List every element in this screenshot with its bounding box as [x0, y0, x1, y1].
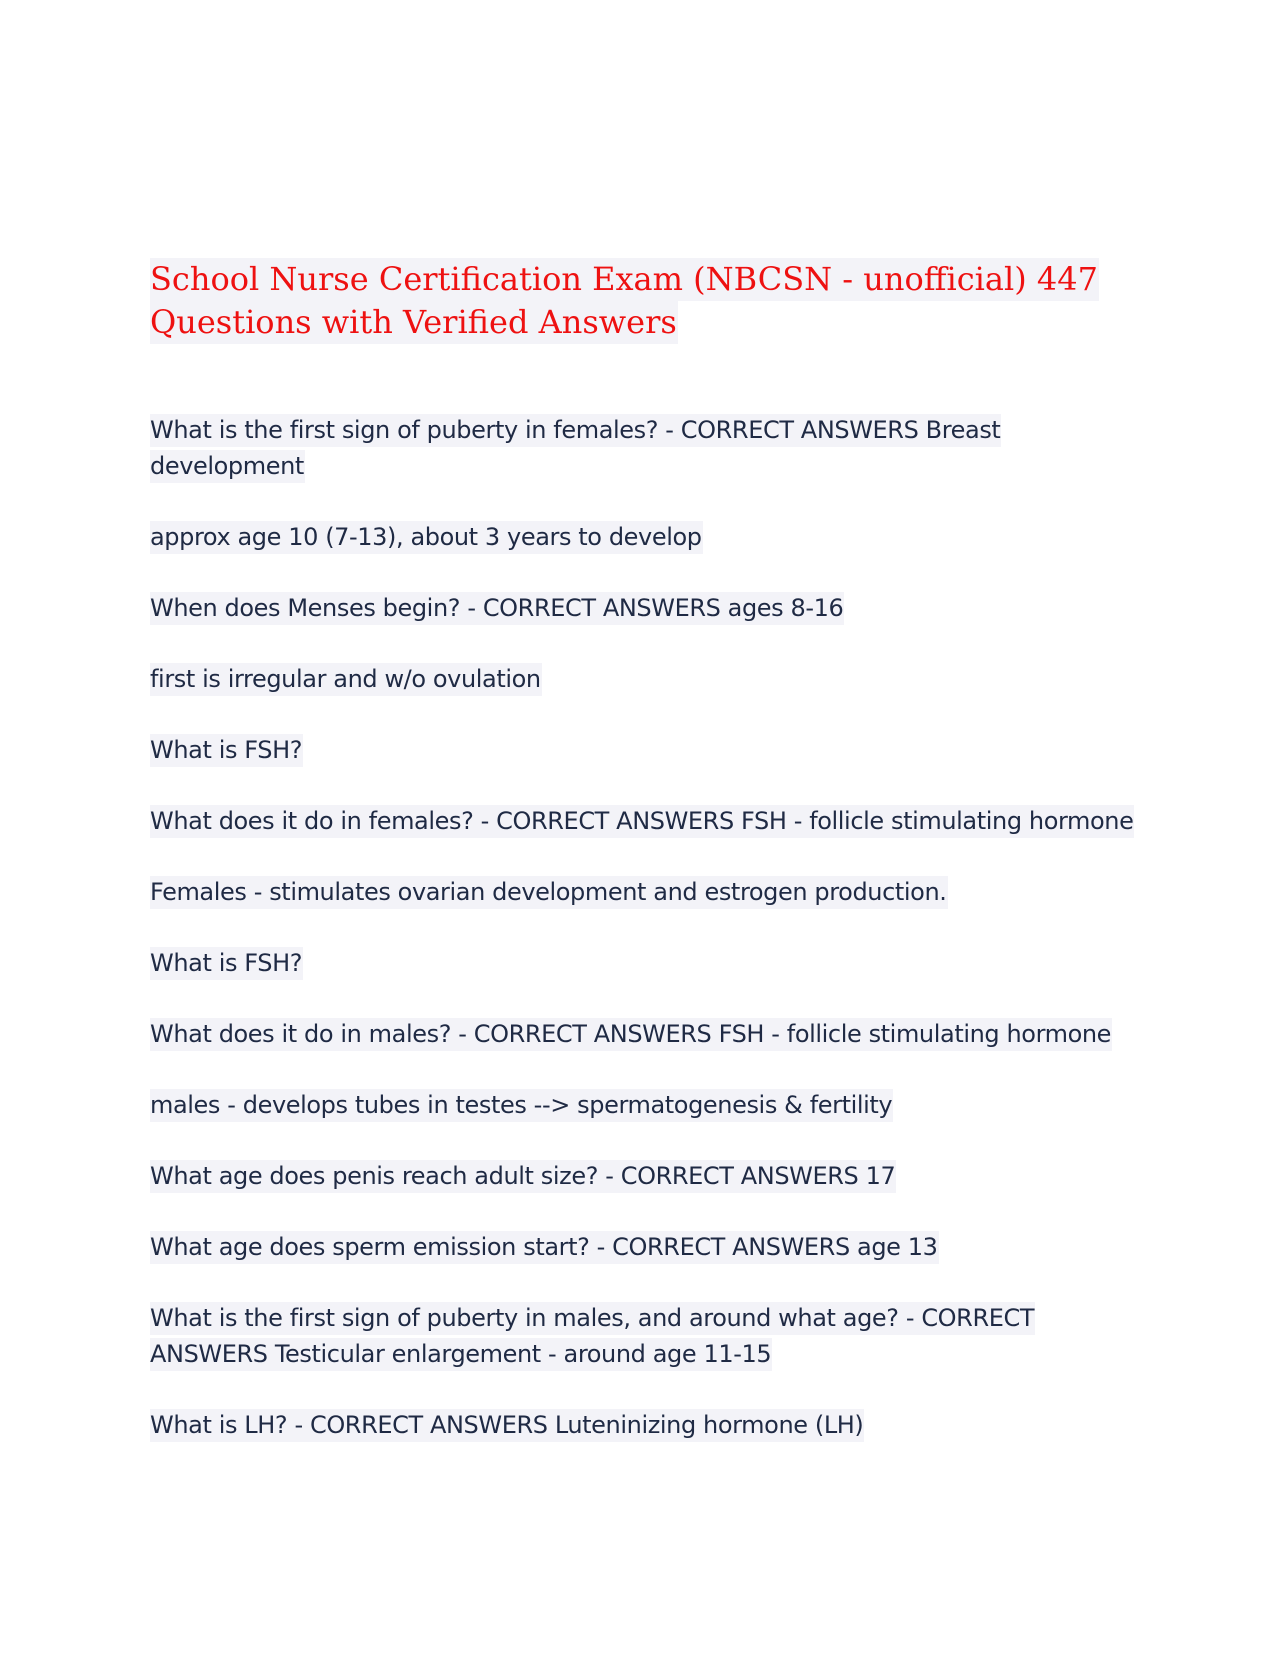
paragraph-text: What is the first sign of puberty in males, and around what age? - CORRECT ANSWERS Testicular enlargement - around age 11-15	[150, 1302, 1035, 1371]
paragraph-text: What is the first sign of puberty in females? - CORRECT ANSWERS Breast development	[150, 414, 1001, 483]
paragraph-2	[150, 519, 1150, 555]
paragraph-text: What does it do in females? - CORRECT ANSWERS FSH - follicle stimulating hormone	[150, 805, 1134, 838]
paragraph-text: first is irregular and w/o ovulation	[150, 663, 542, 696]
paragraph-9	[150, 1016, 1150, 1052]
paragraph-text: approx age 10 (7-13), about 3 years to develop	[150, 521, 703, 554]
paragraph-11	[150, 1158, 1150, 1194]
paragraph-text: What is FSH?	[150, 947, 303, 980]
paragraph-1	[150, 412, 1150, 484]
paragraph-text: males - develops tubes in testes --> spermatogenesis & fertility	[150, 1089, 893, 1122]
paragraph-text: What is FSH?	[150, 734, 303, 767]
paragraph-text: What age does penis reach adult size? - CORRECT ANSWERS 17	[150, 1160, 896, 1193]
document-content	[150, 258, 1150, 1478]
paragraph-14	[150, 1407, 1150, 1443]
paragraph-text: When does Menses begin? - CORRECT ANSWERS ages 8-16	[150, 592, 844, 625]
paragraph-4	[150, 661, 1150, 697]
paragraph-text: What age does sperm emission start? - CORRECT ANSWERS age 13	[150, 1231, 939, 1264]
paragraph-text: What does it do in males? - CORRECT ANSWERS FSH - follicle stimulating hormone	[150, 1018, 1112, 1051]
paragraph-5	[150, 732, 1150, 768]
paragraph-12	[150, 1229, 1150, 1265]
paragraph-3	[150, 590, 1150, 626]
paragraph-13	[150, 1300, 1150, 1372]
paragraph-6	[150, 803, 1150, 839]
paragraph-7	[150, 874, 1150, 910]
paragraph-text: Females - stimulates ovarian development and estrogen production.	[150, 876, 948, 909]
document-title	[150, 258, 1150, 344]
paragraph-10	[150, 1087, 1150, 1123]
paragraph-8	[150, 945, 1150, 981]
document-title-text: School Nurse Certification Exam (NBCSN - unofficial) 447 Questions with Verified Answers	[150, 258, 1099, 344]
paragraph-text: What is LH? - CORRECT ANSWERS Luteninizing hormone (LH)	[150, 1409, 864, 1442]
